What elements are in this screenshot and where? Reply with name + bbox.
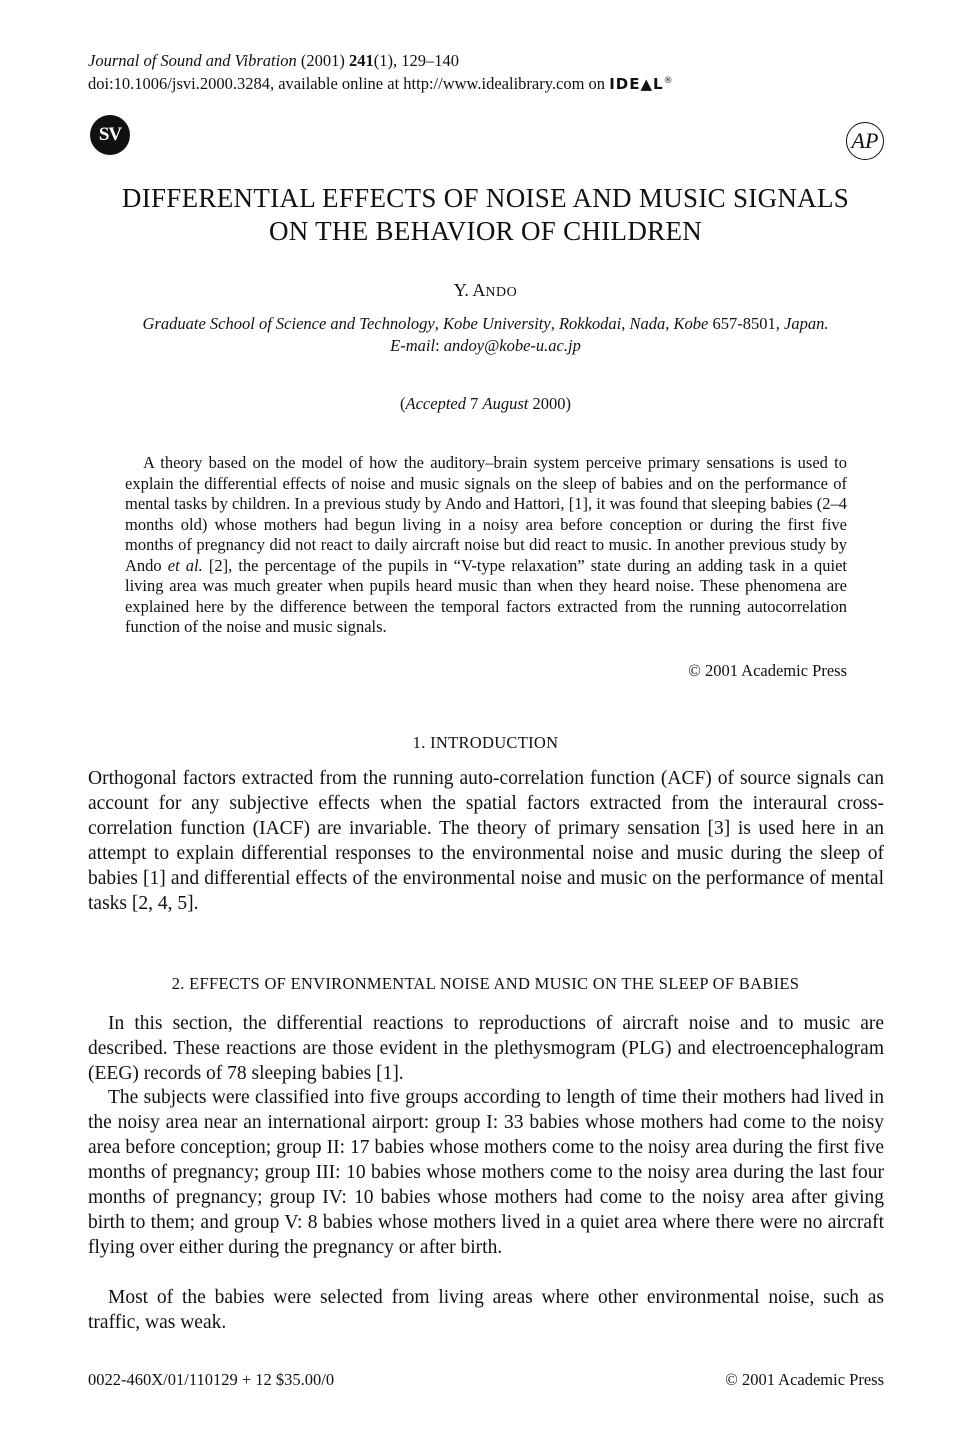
title-line-1: DIFFERENTIAL EFFECTS OF NOISE AND MUSIC SIGNALS — [121, 183, 850, 213]
email-line: E-mail: andoy@kobe-u.ac.jp — [390, 336, 581, 355]
section-2-paragraph-1: In this section, the differential reactions to reproductions of aircraft noise and to music are described. These reactions are those evident in the plethysmogram (PLG) and electroencephalogram (EEG) records of 78 sleeping babies [1]. — [88, 1013, 884, 1084]
footer-issn: 0022-460X/01/110129 + 12 $35.00/0 — [88, 1370, 335, 1389]
ap-logo: AP — [846, 122, 884, 160]
journal-volume: 241 — [348, 51, 374, 70]
journal-year: (2001) — [300, 51, 345, 70]
ideal-logo: IDE▲L® — [609, 75, 674, 93]
doi-text[interactable]: doi:10.1006/jsvi.2000.3284, available online at http://www.idealibrary.com on — [88, 74, 606, 93]
title-line-2: ON THE BEHAVIOR OF CHILDREN — [268, 216, 703, 246]
citation-line — [88, 50, 888, 71]
journal-header — [88, 50, 888, 95]
doi-line — [88, 71, 888, 95]
footer-copyright: © 2001 Academic Press — [725, 1370, 884, 1389]
sv-logo: SV — [90, 115, 130, 155]
section-1-text: Orthogonal factors extracted from the running auto-correlation function (ACF) of source signals can account for any subjective effects when the spatial factors extracted from the interaural cross-correlation function (IACF) are invariable. The theory of primary sensation [3] is used here in an attempt to explain differential responses to the environmental noise and music during the sleep of babies [1] and differential effects of the environmental noise and music on the performance of mental tasks [2, 4, 5]. — [88, 768, 884, 914]
abstract: A theory based on the model of how the auditory–brain system perceive primary sensations is used to explain the differential effects of noise and music signals on the sleep of babies and on the performance of mental tasks by children. In a previous study by Ando and Hattori, [1], it was found that sleeping babies (2–4 months old) whose mothers had begun living in a noisy area before conception or during the first five months of pregnancy did not react to daily aircraft noise but did react to music. In another previous study by Ando et al. [2], the percentage of the pupils in “V-type relaxation” state during an adding task in a quiet living area was much greater when pupils heard music than when they heard noise. These phenomena are explained here by the difference between the temporal factors extracted from the running autocorrelation function of the noise and music signals. — [125, 453, 848, 636]
journal-issue-pages: (1), 129–140 — [373, 51, 459, 70]
author-name: Y. ANDO — [453, 280, 518, 300]
article-title — [80, 182, 891, 248]
section-1-heading: 1. INTRODUCTION — [412, 733, 559, 752]
accepted-date: (Accepted 7 August 2000) — [400, 394, 571, 413]
journal-name: Journal of Sound and Vibration — [88, 51, 297, 70]
section-2-paragraph-3: Most of the babies were selected from living areas where other environmental noise, such as traffic, was weak. — [88, 1287, 884, 1333]
affiliation: Graduate School of Science and Technology, Kobe University, Rokkodai, Nada, Kobe 657-8501, Japan. E-mail: andoy@kobe-u.ac.jp — [80, 313, 891, 357]
section-2-paragraph-2: The subjects were classified into five groups according to length of time their mothers had lived in the noisy area near an international airport: group I: 33 babies whose mothers had come to the noisy area before conception; group II: 17 babies whose mothers come to the noisy area during the first five months of pregnancy; group III: 10 babies whose mothers come to the noisy area during the last four months of pregnancy; group IV: 10 babies whose mothers had come to the noisy area after giving birth to them; and group V: 8 babies whose mothers lived in a quiet area where there were no aircraft flying over either during the pregnancy or after birth. — [88, 1087, 884, 1258]
section-2-heading: 2. EFFECTS OF ENVIRONMENTAL NOISE AND MUSIC ON THE SLEEP OF BABIES — [171, 974, 800, 993]
abstract-copyright: © 2001 Academic Press — [688, 661, 847, 680]
email-link[interactable]: andoy@kobe-u.ac.jp — [443, 336, 581, 355]
